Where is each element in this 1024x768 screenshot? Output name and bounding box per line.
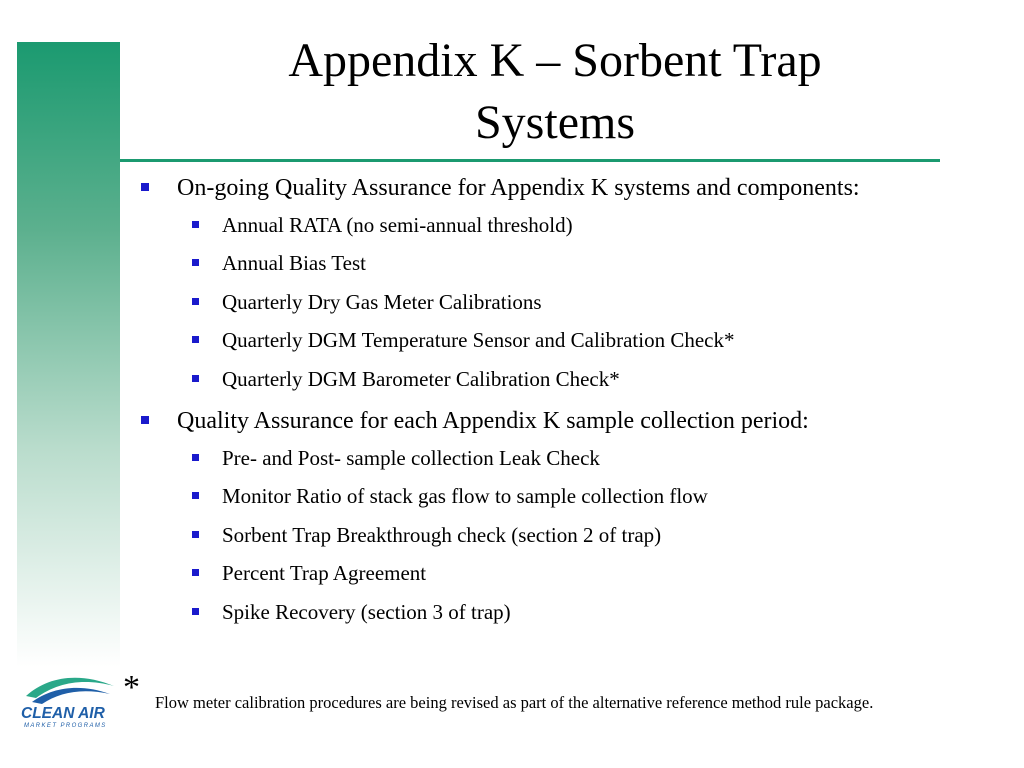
square-bullet-icon <box>192 221 199 228</box>
sub-bullet-item <box>185 288 1020 316</box>
bullet-list <box>140 172 1020 636</box>
sub-bullet-text: Percent Trap Agreement <box>222 561 427 586</box>
sub-bullet-item <box>185 365 1020 393</box>
side-gradient-bar <box>17 42 120 667</box>
sub-bullet-text: Monitor Ratio of stack gas flow to sample collection flow <box>222 484 708 509</box>
logo-wordmark: CLEAN AIR <box>21 705 105 722</box>
logo-swoosh-teal <box>26 678 114 698</box>
sub-bullet-text: Pre- and Post- sample collection Leak Check <box>222 445 600 470</box>
sub-bullet-item <box>185 444 1020 472</box>
footnote-text: Flow meter calibration procedures are being revised as part of the alternative reference method rule package. <box>155 693 874 712</box>
bullet-heading-period-qa <box>140 405 1020 437</box>
bullet-text: On-going Quality Assurance for Appendix K systems and components: <box>177 175 860 201</box>
square-bullet-icon <box>192 454 199 461</box>
clean-air-logo <box>18 672 118 730</box>
slide-title <box>120 30 990 154</box>
square-bullet-icon <box>192 492 199 499</box>
square-bullet-icon <box>192 569 199 576</box>
square-bullet-icon <box>141 416 149 424</box>
title-line-2: Systems <box>474 96 636 149</box>
bullet-text: Quality Assurance for each Appendix K sample collection period: <box>177 407 809 434</box>
title-underline <box>120 159 940 162</box>
square-bullet-icon <box>192 608 199 615</box>
sub-bullet-text: Spike Recovery (section 3 of trap) <box>222 599 511 624</box>
sub-bullet-text: Quarterly DGM Barometer Calibration Check* <box>222 366 620 391</box>
sub-bullet-text: Sorbent Trap Breakthrough check (section 2 of trap) <box>222 522 662 547</box>
bullet-heading-ongoing-qa <box>140 172 1020 204</box>
sub-bullet-item <box>185 482 1020 510</box>
square-bullet-icon <box>192 298 199 305</box>
footnote-asterisk: * <box>123 669 140 706</box>
sub-bullet-item <box>185 598 1020 626</box>
square-bullet-icon <box>192 375 199 382</box>
sub-bullet-item <box>185 559 1020 587</box>
sub-bullet-text: Quarterly Dry Gas Meter Calibrations <box>222 289 542 314</box>
sub-bullet-text: Quarterly DGM Temperature Sensor and Calibration Check* <box>222 328 735 353</box>
sub-bullet-item <box>185 326 1020 354</box>
title-line-1: Appendix K – Sorbent Trap <box>288 34 822 87</box>
logo-tagline: MARKET PROGRAMS <box>24 723 107 729</box>
square-bullet-icon <box>192 259 199 266</box>
sub-bullet-item <box>185 249 1020 277</box>
sub-bullet-text: Annual RATA (no semi-annual threshold) <box>222 213 573 237</box>
sub-bullet-text: Annual Bias Test <box>222 251 366 276</box>
square-bullet-icon <box>141 183 149 191</box>
sub-bullet-item <box>185 521 1020 549</box>
square-bullet-icon <box>192 531 199 538</box>
square-bullet-icon <box>192 336 199 343</box>
sub-bullet-item <box>185 211 1020 239</box>
